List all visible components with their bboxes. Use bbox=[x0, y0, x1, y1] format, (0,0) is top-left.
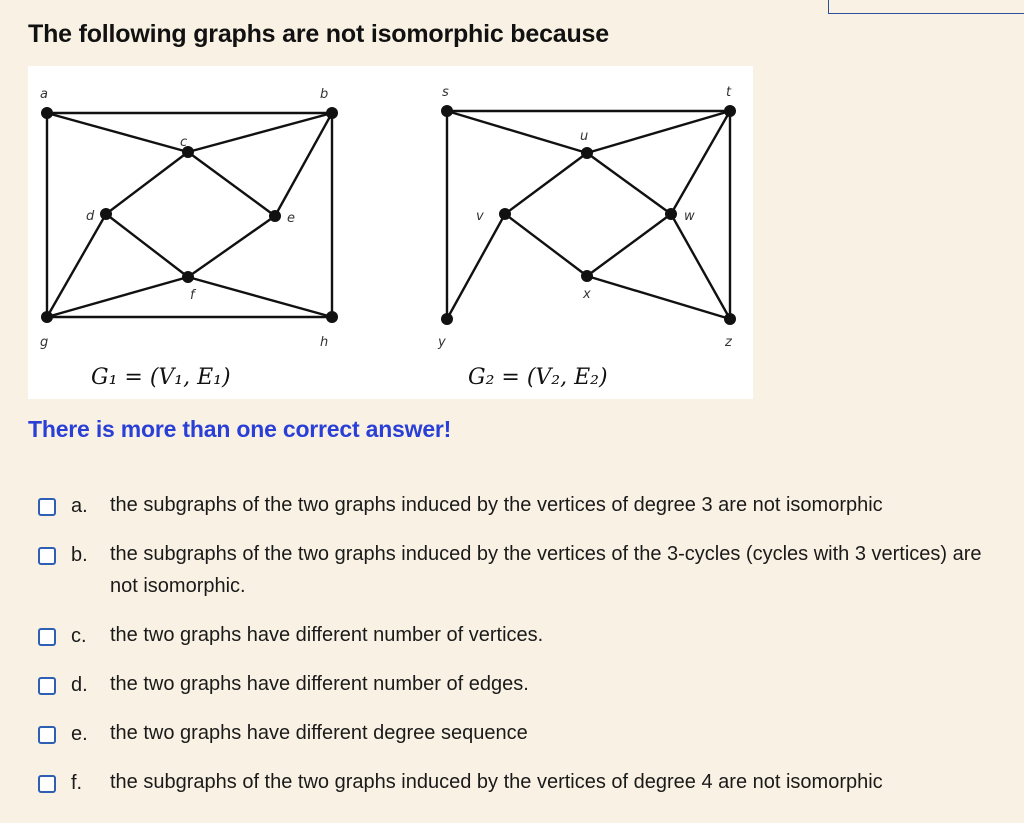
option-b-letter: b. bbox=[71, 544, 88, 566]
vertex-label-u: u bbox=[580, 129, 589, 144]
option-d-text[interactable]: the two graphs have different number of edges. bbox=[110, 673, 529, 695]
option-b-text[interactable]: the subgraphs of the two graphs induced by the vertices of the 3-cycles (cycles with 3 vertices) are not isomorphic. bbox=[110, 543, 982, 597]
vertex-label-e: e bbox=[287, 211, 295, 226]
multiple-answers-note: There is more than one correct answer! bbox=[28, 416, 452, 442]
option-e-text[interactable]: the two graphs have different degree sequence bbox=[110, 722, 528, 744]
vertex-label-w: w bbox=[684, 209, 695, 224]
g1-caption: G₁ = (V₁, E₁) bbox=[91, 365, 231, 390]
option-a-checkbox[interactable] bbox=[38, 498, 56, 516]
option-e-checkbox[interactable] bbox=[38, 726, 56, 744]
option-d-letter: d. bbox=[71, 674, 88, 696]
option-c-text[interactable]: the two graphs have different number of vertices. bbox=[110, 624, 544, 646]
vertex-label-h: h bbox=[320, 335, 329, 350]
vertex-label-y: y bbox=[438, 335, 446, 350]
vertex-label-g: g bbox=[40, 335, 49, 350]
g2-caption: G₂ = (V₂, E₂) bbox=[468, 365, 608, 390]
vertex-label-t: t bbox=[726, 85, 732, 100]
vertex-label-z: z bbox=[725, 335, 732, 350]
option-f-checkbox[interactable] bbox=[38, 775, 56, 793]
option-a-letter: a. bbox=[71, 495, 88, 517]
g2-vertex-labels bbox=[437, 85, 733, 350]
option-a-text[interactable]: the subgraphs of the two graphs induced by the vertices of degree 3 are not isomorphic bbox=[110, 494, 883, 516]
option-b-checkbox[interactable] bbox=[38, 547, 56, 565]
vertex-label-v: v bbox=[476, 209, 484, 224]
option-e-letter: e. bbox=[71, 723, 88, 745]
graphs-diagram bbox=[28, 66, 753, 399]
graphs-figure bbox=[28, 66, 753, 399]
vertex-label-f: f bbox=[190, 288, 195, 303]
vertex-label-a: a bbox=[40, 87, 48, 102]
question-title: The following graphs are not isomorphic because bbox=[28, 20, 609, 48]
vertex-label-x: x bbox=[583, 287, 591, 302]
option-d-checkbox[interactable] bbox=[38, 677, 56, 695]
vertex-label-s: s bbox=[442, 85, 449, 100]
option-c-letter: c. bbox=[71, 625, 87, 647]
vertex-label-b: b bbox=[320, 87, 329, 102]
vertex-label-d: d bbox=[86, 209, 95, 224]
option-c-checkbox[interactable] bbox=[38, 628, 56, 646]
option-f-text[interactable]: the subgraphs of the two graphs induced by the vertices of degree 4 are not isomorphic bbox=[110, 771, 883, 793]
vertex-label-c: c bbox=[180, 135, 188, 150]
top-right-panel-edge bbox=[828, 0, 1024, 14]
option-f-letter: f. bbox=[71, 772, 83, 794]
